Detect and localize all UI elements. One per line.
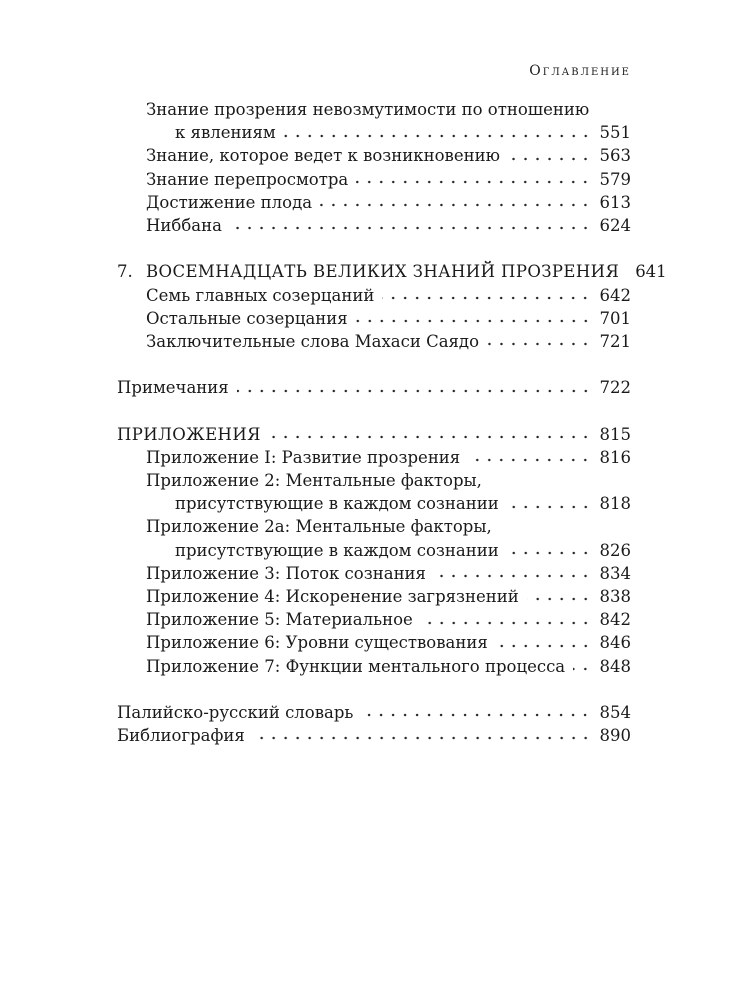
dot-leader <box>269 423 592 440</box>
toc-entry-title: присутствующие в каждом сознании <box>175 494 499 514</box>
toc-page-number: 854 <box>599 702 631 722</box>
toc-entry[interactable] <box>117 515 631 538</box>
dot-leader <box>284 122 592 139</box>
toc-page-number: 846 <box>599 633 631 653</box>
dot-leader <box>527 585 592 602</box>
toc-entry-title: Приложение 3: Поток сознания <box>146 563 426 583</box>
toc-entry[interactable] <box>117 446 631 469</box>
toc-entry-title: Приложение 2: Ментальные факторы, <box>146 471 482 490</box>
toc-entry-title: Ниббана <box>146 215 222 235</box>
toc-notes[interactable] <box>117 376 631 399</box>
toc-page-number: 818 <box>599 494 631 514</box>
toc-entry[interactable] <box>117 144 631 167</box>
running-head: Оглавление <box>529 63 631 79</box>
toc-appendices[interactable] <box>117 423 631 446</box>
toc-entry-title: Палийско-русский словарь <box>117 702 354 722</box>
toc-page-number: 641 <box>635 262 667 282</box>
dot-leader <box>496 632 592 649</box>
chapter-number: 7. <box>117 262 133 282</box>
dot-leader <box>382 284 591 301</box>
toc-page-number: 842 <box>599 610 631 630</box>
toc-page-number: 816 <box>599 447 631 467</box>
toc-entry[interactable] <box>117 121 631 144</box>
toc-page-number: 722 <box>599 378 631 398</box>
toc-page-number: 642 <box>599 285 631 305</box>
dot-leader <box>421 609 592 626</box>
toc-entry-title: Приложение 5: Материальное <box>146 610 413 630</box>
dot-leader <box>507 539 592 556</box>
dot-leader <box>434 562 592 579</box>
toc-page-number: 579 <box>599 169 631 189</box>
toc-entry[interactable] <box>117 214 631 237</box>
dot-leader <box>320 191 591 208</box>
spacer <box>117 678 631 701</box>
dot-leader <box>573 655 591 672</box>
toc-entry[interactable] <box>117 168 631 191</box>
toc-chapter-7[interactable] <box>117 260 667 283</box>
toc-entry[interactable] <box>117 98 631 121</box>
toc-entry-title: Примечания <box>117 378 229 398</box>
toc-entry-title: к явлениям <box>175 123 276 143</box>
dot-leader <box>356 168 591 185</box>
toc-page-number: 551 <box>599 123 631 143</box>
dot-leader <box>487 330 591 347</box>
toc-entry-title: Приложение 6: Уровни существования <box>146 633 488 653</box>
toc-entry[interactable] <box>117 307 631 330</box>
toc-entry-title: Знание, которое ведет к возникновению <box>146 146 500 166</box>
toc-entry-title: Знание перепросмотра <box>146 169 349 189</box>
toc-entry-title: Достижение плода <box>146 192 313 212</box>
toc-entry[interactable] <box>117 631 631 654</box>
chapter-title: ВОСЕМНАДЦАТЬ ВЕЛИКИХ ЗНАНИЙ ПРОЗРЕНИЯ <box>146 262 620 282</box>
dot-leader <box>361 701 591 718</box>
toc-page-number: 721 <box>599 331 631 351</box>
toc-entry-title: Приложение 4: Искоренение загрязнений <box>146 586 519 606</box>
toc-page-number: 834 <box>599 563 631 583</box>
toc-entry[interactable] <box>117 539 631 562</box>
toc-page-number: 815 <box>599 424 631 444</box>
toc-entry-title: Приложение I: Развитие прозрения <box>146 447 461 467</box>
toc-entry-title: присутствующие в каждом сознании <box>175 540 499 560</box>
toc-page-number: 624 <box>599 215 631 235</box>
toc-entry[interactable] <box>117 608 631 631</box>
dot-leader <box>356 307 592 324</box>
toc-page-number: 848 <box>599 656 631 676</box>
toc-entry-title: Знание прозрения невозмутимости по отношению <box>146 100 590 119</box>
dot-leader <box>508 145 592 162</box>
section-title: ПРИЛОЖЕНИЯ <box>117 424 261 444</box>
toc-entry[interactable] <box>117 585 631 608</box>
toc-entry[interactable] <box>117 469 631 492</box>
spacer <box>117 353 631 376</box>
toc-entry-title: Библиография <box>117 726 245 746</box>
toc-page-number: 701 <box>599 308 631 328</box>
toc-entry[interactable] <box>117 284 631 307</box>
dot-leader <box>468 446 591 463</box>
toc-entry-title: Приложение 2а: Ментальные факторы, <box>146 517 492 537</box>
dot-leader <box>253 725 592 742</box>
toc-entry-title: Остальные созерцания <box>146 308 348 328</box>
toc-entry-title: Семь главных созерцаний <box>146 285 375 305</box>
toc-entry[interactable] <box>117 191 631 214</box>
dot-leader <box>507 493 592 510</box>
dot-leader <box>237 377 592 394</box>
dot-leader <box>230 214 592 231</box>
spacer <box>117 399 631 422</box>
toc-entry[interactable] <box>117 330 631 353</box>
toc-entry-title: Приложение 7: Функции ментального процесса <box>146 656 566 676</box>
toc-dictionary[interactable] <box>117 701 631 724</box>
toc-entry[interactable] <box>117 655 631 678</box>
toc-entry[interactable] <box>117 562 631 585</box>
toc-page-number: 890 <box>599 726 631 746</box>
spacer <box>117 237 631 260</box>
table-of-contents <box>117 98 667 747</box>
toc-entry[interactable] <box>117 492 631 515</box>
toc-page-number: 563 <box>599 146 631 166</box>
toc-entry-title: Заключительные слова Махаси Саядо <box>146 331 480 351</box>
toc-page-number: 613 <box>599 192 631 212</box>
toc-bibliography[interactable] <box>117 724 631 747</box>
toc-page-number: 826 <box>599 540 631 560</box>
toc-page-number: 838 <box>599 586 631 606</box>
